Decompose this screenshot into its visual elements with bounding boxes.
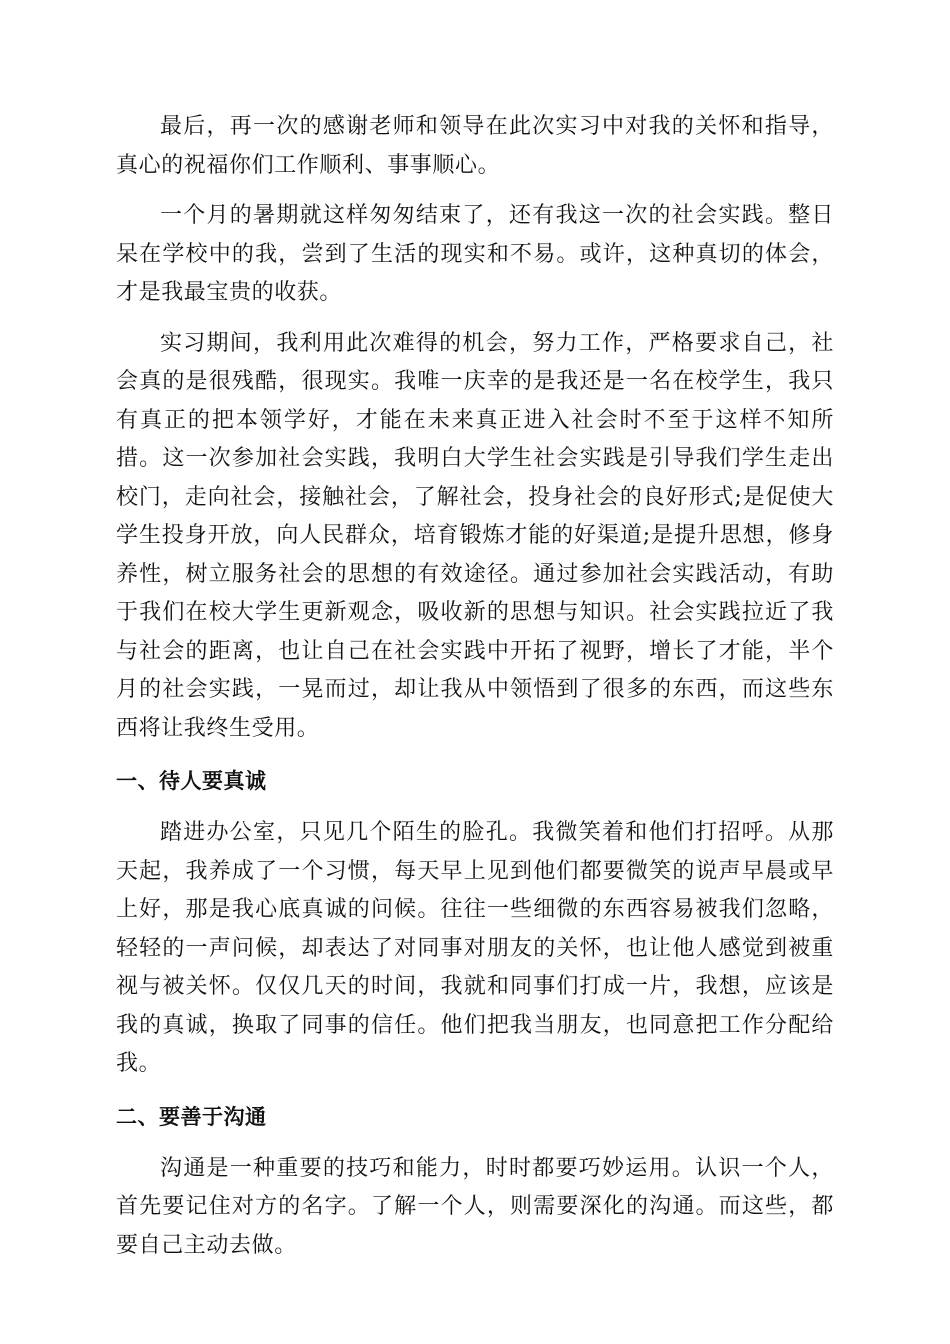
document-page: [116, 108, 834, 1265]
section-heading-sincerity: 一、待人要真诚: [116, 769, 267, 793]
sincerity-paragraph: 踏进办公室，只见几个陌生的脸孔。我微笑着和他们打招呼。从那天起，我养成了一个习惯，每天早上见到他们都要微笑的说声早晨或早上好，那是我心底真诚的问候。往往一些细微的东西容易被我们忽略，轻轻的一声问候，却表达了对同事对朋友的关怀，也让他人感觉到被重视与被关怀。仅仅几天的时间，我就和同事们打成一片，我想，应该是我的真诚，换取了同事的信任。他们把我当朋友，也同意把工作分配给我。: [116, 820, 834, 1076]
internship-paragraph: 实习期间，我利用此次难得的机会，努力工作，严格要求自己，社会真的是很残酷，很现实。我唯一庆幸的是我还是一名在校学生，我只有真正的把本领学好，才能在未来真正进入社会时不至于这样不知所措。这一次参加社会实践，我明白大学生社会实践是引导我们学生走出校门，走向社会，接触社会，了解社会，投身社会的良好形式;是促使大学生投身开放，向人民群众，培育锻炼才能的好渠道;是提升思想，修身养性，树立服务社会的思想的有效途径。通过参加社会实践活动，有助于我们在校大学生更新观念，吸收新的思想与知识。社会实践拉近了我与社会的距离，也让自己在社会实践中开拓了视野，增长了才能，半个月的社会实践，一晃而过，却让我从中领悟到了很多的东西，而这些东西将让我终生受用。: [116, 330, 834, 741]
summary-paragraph: 一个月的暑期就这样匆匆结束了，还有我这一次的社会实践。整日呆在学校中的我，尝到了生活的现实和不易。或许，这种真切的体会，才是我最宝贵的收获。: [116, 203, 834, 305]
communication-paragraph: 沟通是一种重要的技巧和能力，时时都要巧妙运用。认识一个人，首先要记住对方的名字。了解一个人，则需要深化的沟通。而这些，都要自己主动去做。: [116, 1155, 834, 1258]
section-heading-communication: 二、要善于沟通: [116, 1104, 267, 1129]
closing-paragraph: 最后，再一次的感谢老师和领导在此次实习中对我的关怀和指导，真心的祝福你们工作顺利、事事顺心。: [116, 114, 834, 178]
